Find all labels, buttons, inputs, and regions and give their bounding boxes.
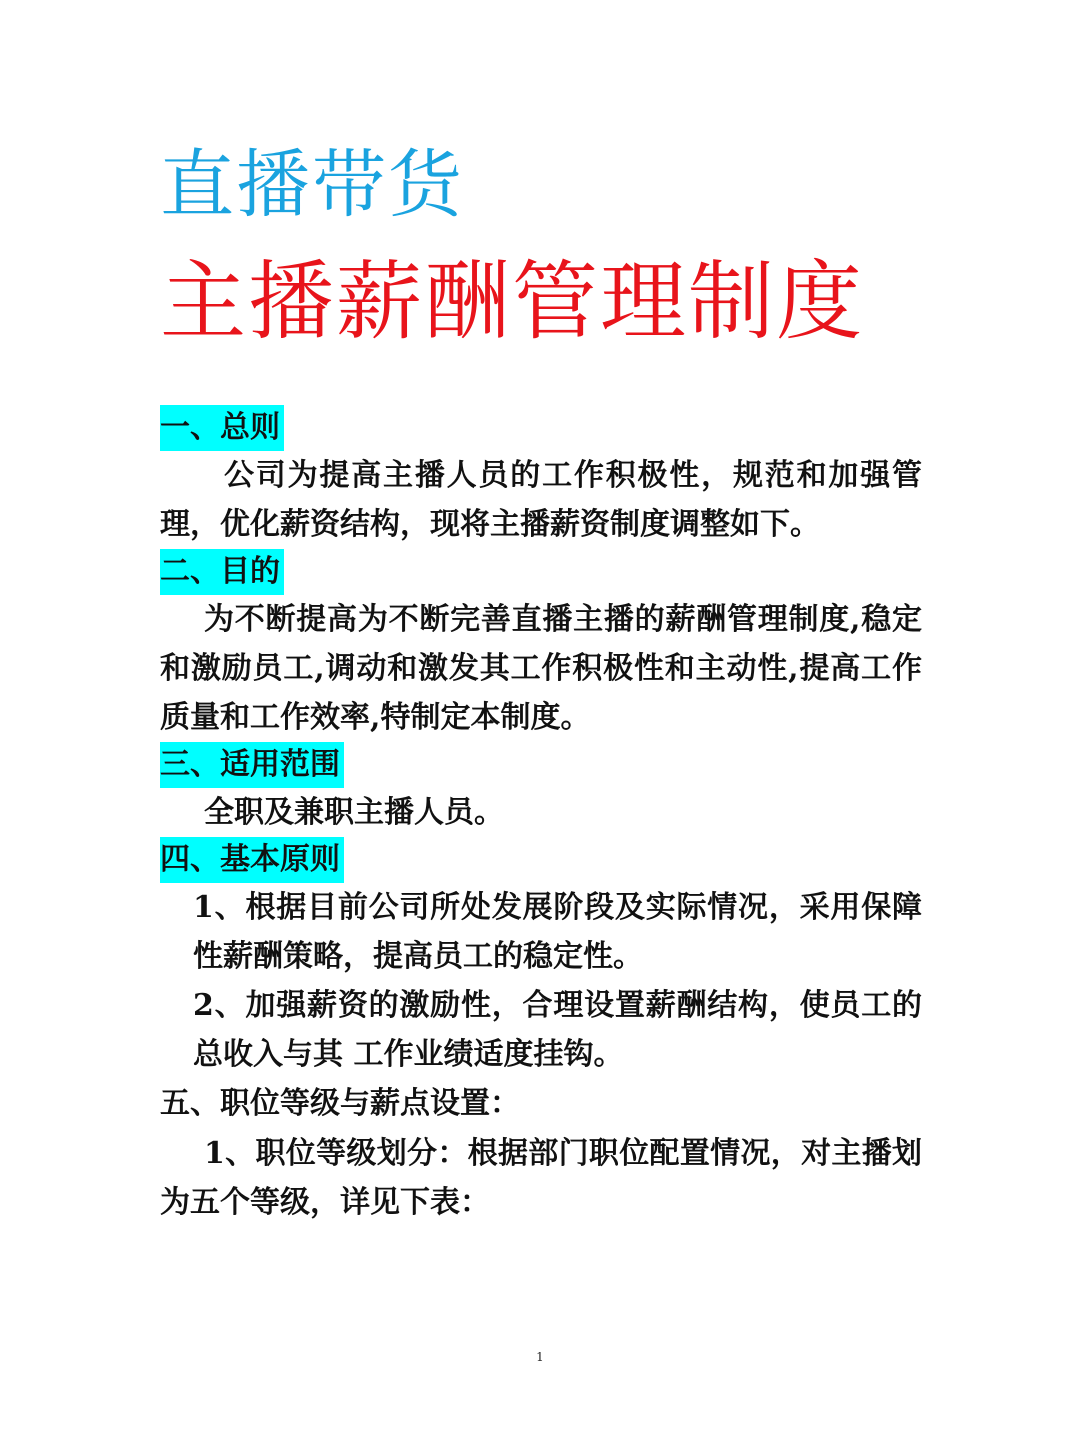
section-text-general: 公司为提高主播人员的工作积极性，规范和加强管理，优化薪资结构，现将主播薪资制度调整如下。 <box>160 458 922 542</box>
document-body <box>160 405 922 1227</box>
page-number: 1 <box>536 1350 544 1364</box>
section-heading-scope: 三、适用范围 <box>160 742 344 788</box>
section-text-scope: 全职及兼职主播人员。 <box>204 795 504 830</box>
section-heading-purpose: 二、目的 <box>160 549 284 595</box>
section-heading-levels: 五、职位等级与薪点设置： <box>160 1086 520 1121</box>
principle-item-1: 1、根据目前公司所处发展阶段及实际情况，采用保障性薪酬策略，提高员工的稳定性。 <box>193 890 922 974</box>
section-heading-principles: 四、基本原则 <box>160 837 344 883</box>
section-text-purpose: 为不断提高为不断完善直播主播的薪酬管理制度,稳定和激励员工,调动和激发其工作积极性和主动性,提高工作质量和工作效率,特制定本制度。 <box>160 602 922 735</box>
principle-item-2: 2、加强薪资的激励性，合理设置薪酬结构，使员工的总收入与其 工作业绩适度挂钩。 <box>193 988 922 1072</box>
title-line-1: 直播带货 <box>160 142 464 228</box>
title-line-2: 主播薪酬管理制度 <box>160 252 864 352</box>
section-text-levels: 1、职位等级划分：根据部门职位配置情况，对主播划为五个等级，详见下表： <box>160 1136 922 1220</box>
section-heading-general: 一、总则 <box>160 405 284 451</box>
